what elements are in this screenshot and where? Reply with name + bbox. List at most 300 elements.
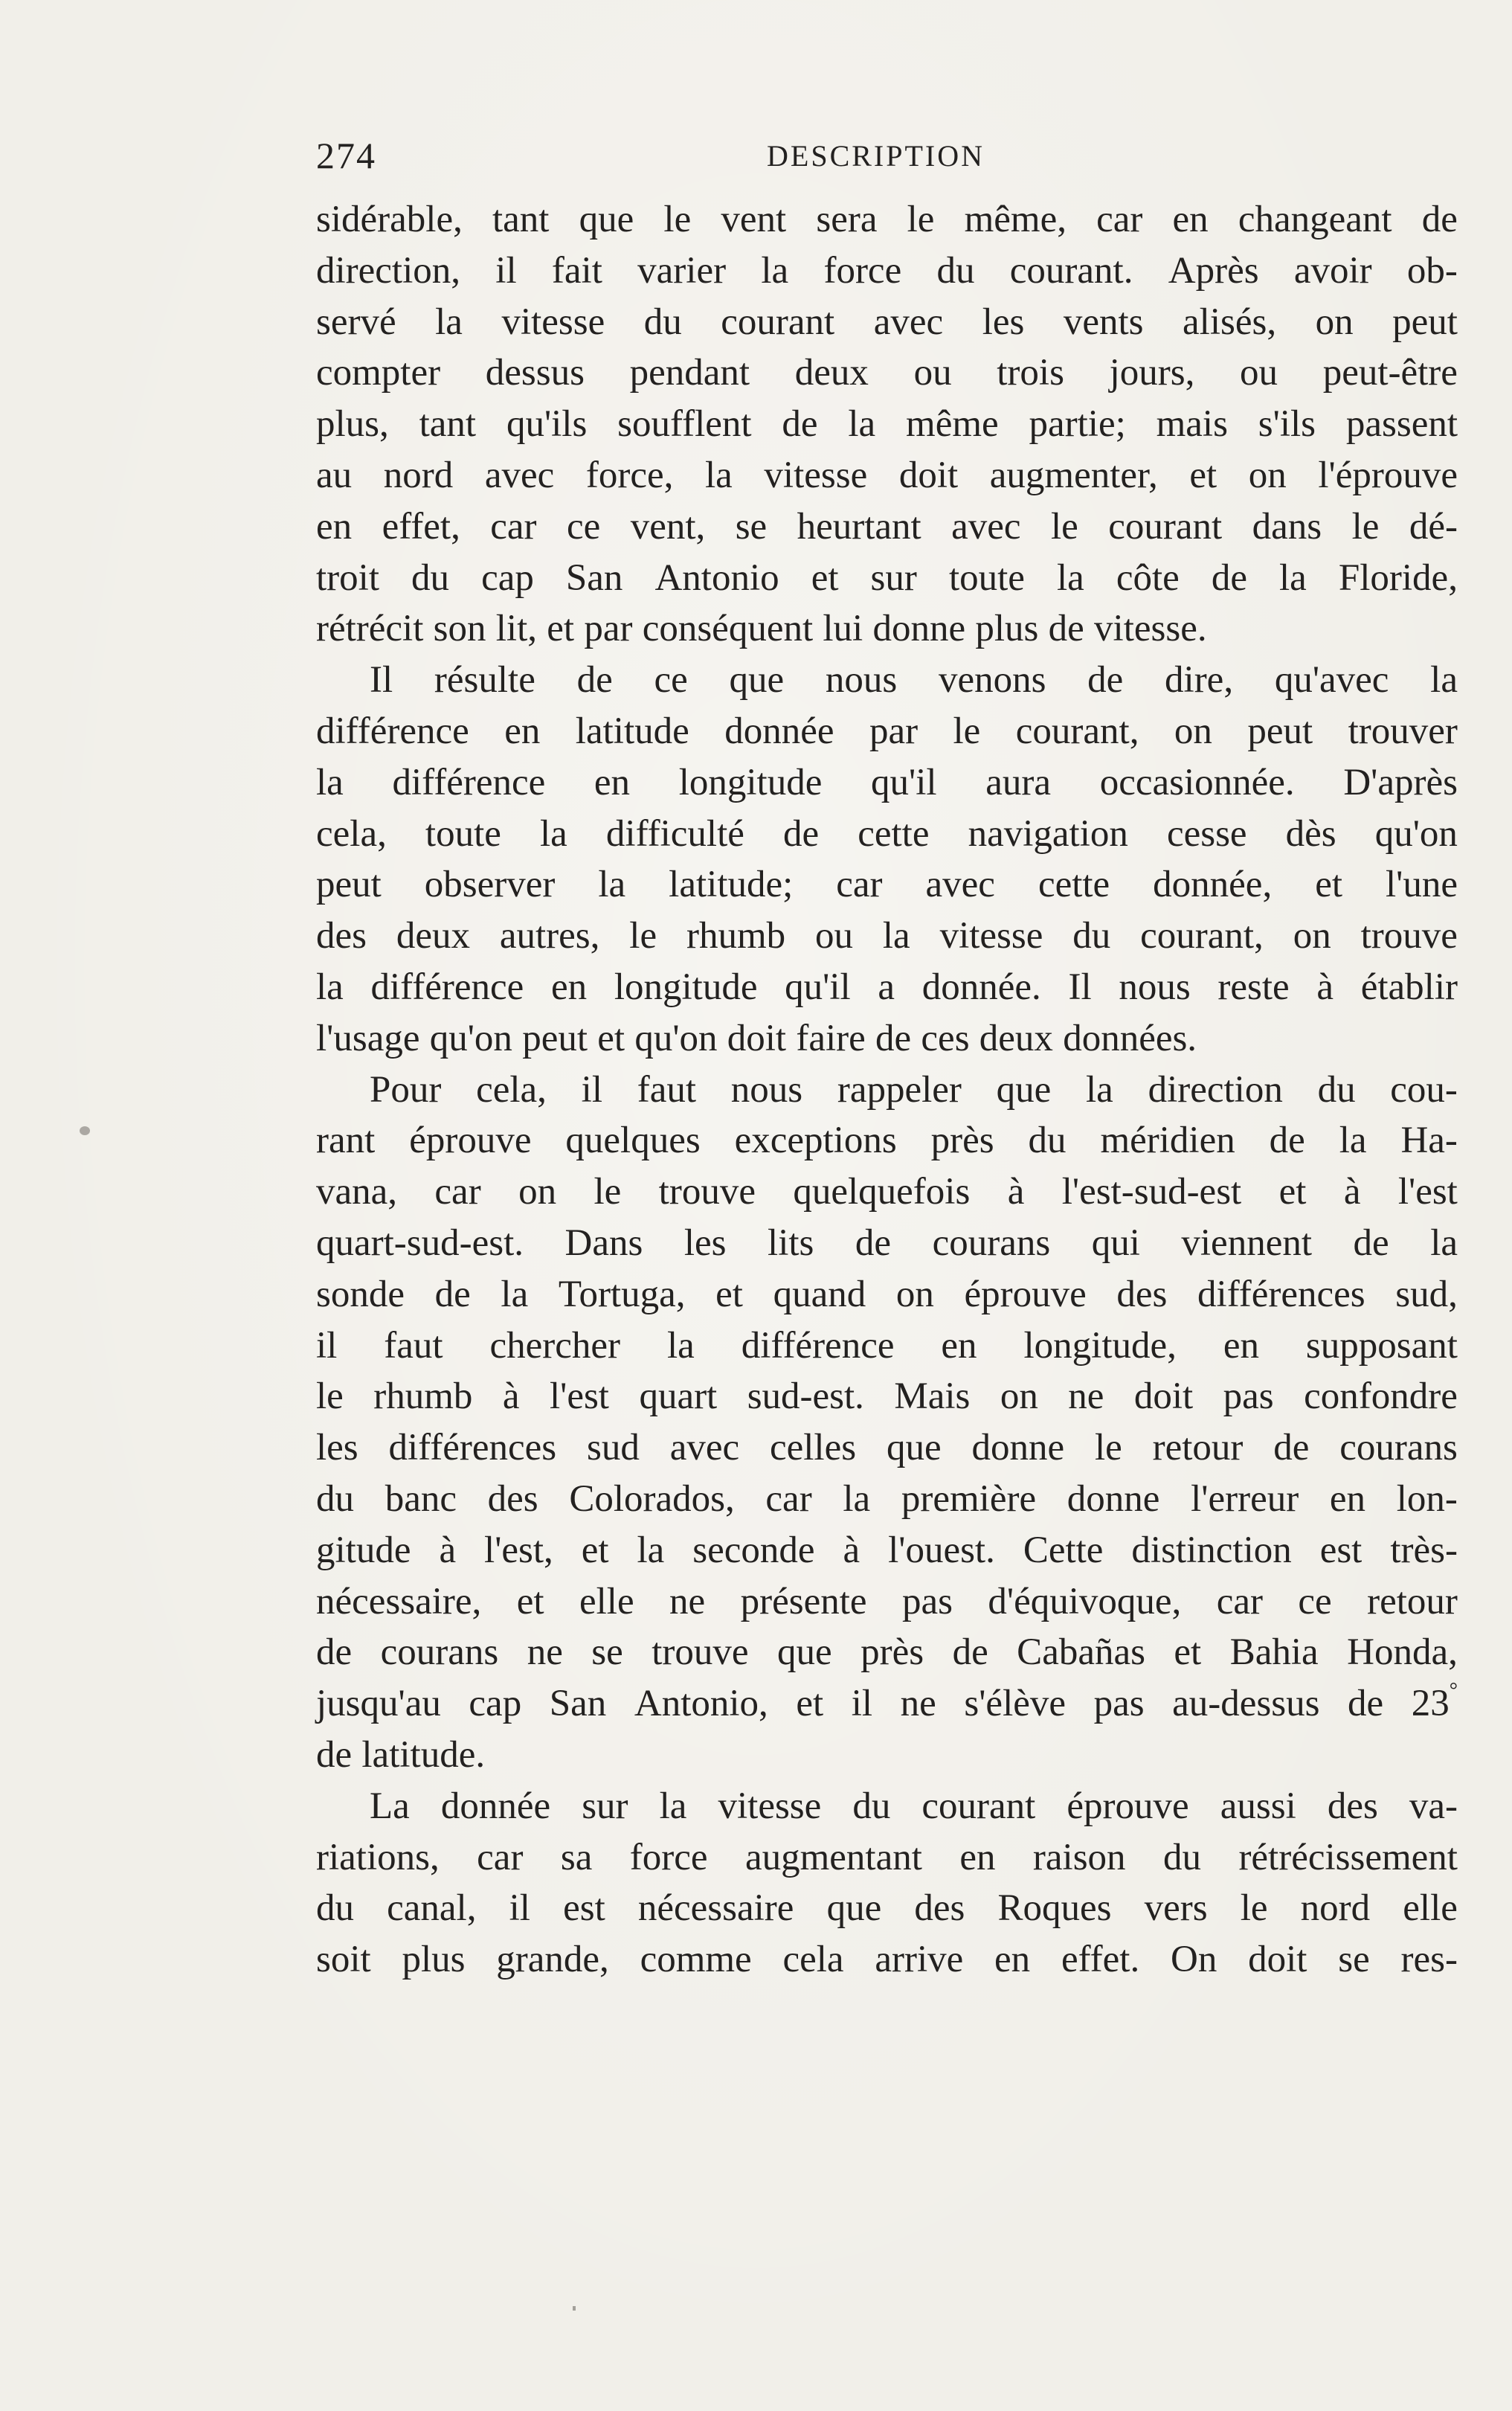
paper-speck (573, 2306, 576, 2311)
word: sud-est. (747, 1375, 864, 1418)
word: la (1339, 1120, 1367, 1162)
word: en (593, 761, 631, 803)
word: navigation (968, 812, 1128, 855)
word: données. (1063, 1017, 1197, 1059)
word: toute (948, 556, 1025, 599)
word: il (509, 1887, 530, 1930)
word: l'une (1385, 864, 1458, 906)
word: force (823, 249, 902, 292)
text-line (316, 1627, 1458, 1678)
word: même, (964, 199, 1067, 240)
text-line (316, 962, 1458, 1013)
word: car (434, 1171, 481, 1213)
text-line (316, 553, 1458, 604)
word: le (663, 199, 692, 240)
word: compter (316, 352, 441, 394)
word: en (1172, 199, 1209, 240)
word: ce (566, 505, 601, 548)
word: vitesse (718, 1785, 822, 1827)
word: la (1430, 1221, 1458, 1264)
word: éprouve (1067, 1785, 1189, 1827)
word: cette (858, 812, 930, 855)
word: le (907, 199, 935, 240)
word: se (735, 505, 768, 548)
word: on (1000, 1375, 1038, 1418)
word: en (994, 1939, 1031, 1981)
word: la (1279, 556, 1307, 599)
word: il (581, 1068, 602, 1111)
word: exceptions (734, 1120, 897, 1162)
word: Roques (997, 1887, 1112, 1930)
word: ne (669, 1580, 706, 1622)
word: la (882, 915, 910, 957)
text-line (316, 245, 1458, 297)
word: l'usage (316, 1017, 420, 1059)
word: jours, (1109, 352, 1195, 394)
word: banc (385, 1477, 457, 1520)
word: Bahia (1229, 1631, 1319, 1674)
word: trouve (1360, 915, 1458, 957)
word: établir (1360, 966, 1458, 1008)
word: courant (921, 1785, 1036, 1827)
word: du (936, 249, 975, 292)
word: différence (370, 966, 524, 1008)
word: Après (1168, 249, 1259, 292)
word: la (761, 249, 789, 292)
word: et (581, 1529, 609, 1571)
word: peut (1392, 301, 1458, 343)
word: plus (402, 1939, 466, 1981)
word: sera (816, 199, 878, 240)
word: elle (1403, 1887, 1458, 1930)
word: retour (1367, 1580, 1458, 1622)
word: courans (380, 1631, 499, 1674)
word: ne (527, 1631, 563, 1674)
word: latitude (575, 710, 689, 752)
word: autres, (499, 915, 600, 957)
text-line (316, 1934, 1458, 1985)
text-line (316, 1474, 1458, 1525)
word: avec (951, 505, 1021, 548)
word: de (434, 1273, 471, 1315)
word: difficulté (605, 812, 744, 855)
word: San (549, 1683, 607, 1725)
word: effet, (382, 505, 460, 548)
word: ou (815, 915, 853, 957)
text-line (316, 603, 1458, 655)
word: donne (1067, 1477, 1160, 1520)
word: peut (1247, 710, 1313, 752)
word: avec (484, 454, 555, 496)
word: vent (721, 199, 787, 240)
word: lui (823, 608, 863, 650)
word: les (982, 301, 1025, 343)
word: des (1327, 1785, 1378, 1827)
text-line (316, 859, 1458, 911)
word: rétrécit (316, 608, 424, 650)
word: en (1223, 1324, 1259, 1367)
word: du (1317, 1068, 1356, 1111)
word: le (316, 1375, 344, 1418)
word: dessus (485, 352, 585, 394)
word: faire (796, 1017, 866, 1059)
word: différences (388, 1427, 557, 1469)
text-line (316, 1678, 1458, 1730)
word: l'ouest. (888, 1529, 995, 1571)
word: différence (316, 710, 469, 752)
word: des (316, 915, 367, 957)
word: du (316, 1477, 354, 1520)
word: la (659, 1785, 687, 1827)
word: méridien (1100, 1120, 1235, 1162)
word: doit (1133, 1375, 1194, 1418)
word: se (1338, 1939, 1370, 1981)
word: conséquent (642, 608, 814, 650)
text-line (316, 347, 1458, 399)
word: dans (1252, 505, 1322, 548)
word: la (316, 966, 344, 1008)
word: qu'ils (506, 403, 588, 446)
word: cela, (476, 1068, 547, 1111)
word: qu'avec (1274, 659, 1389, 702)
word: vent, (630, 505, 706, 548)
word: soufflent (617, 403, 752, 446)
word: en (941, 1324, 977, 1367)
word: peut (316, 864, 382, 906)
word: direction (1148, 1068, 1283, 1111)
word: quelquefois (793, 1171, 971, 1213)
word: qu'il (785, 966, 851, 1008)
word: dire, (1165, 659, 1234, 702)
word: vitesse (501, 301, 605, 343)
word: heurtant (797, 505, 921, 548)
word: car (765, 1477, 812, 1520)
text-line (316, 1525, 1458, 1576)
word: le (1094, 1427, 1122, 1469)
word: deux (396, 915, 470, 957)
text-line (316, 1269, 1458, 1320)
word: la (316, 761, 344, 803)
word: trouve (658, 1171, 756, 1213)
word: va- (1409, 1785, 1458, 1827)
word: donnée (724, 710, 834, 752)
word: le (953, 710, 981, 752)
word: de (1353, 1221, 1389, 1264)
word: à (1007, 1171, 1025, 1213)
word: lit, (495, 608, 538, 650)
word: nord (383, 454, 454, 496)
word: lon- (1396, 1477, 1458, 1520)
word: s'ils (1258, 403, 1316, 446)
word: même (906, 403, 999, 446)
word: de (1273, 1427, 1310, 1469)
word: longitude, (1023, 1324, 1177, 1367)
word: Colorados, (569, 1477, 735, 1520)
word: du (1072, 915, 1111, 957)
word: cou- (1390, 1068, 1458, 1111)
word: de (316, 1733, 353, 1776)
word: de (1048, 608, 1084, 650)
word: retour (1152, 1427, 1244, 1469)
word: Antonio, (634, 1683, 768, 1725)
word: courant, (1015, 710, 1139, 752)
word: et (1174, 1631, 1202, 1674)
text-line (316, 1883, 1458, 1934)
word: passent (1345, 403, 1458, 446)
word: rhumb (373, 1375, 473, 1418)
word: latitude. (361, 1733, 486, 1776)
word: cap (469, 1683, 522, 1725)
word: rant (316, 1120, 376, 1162)
word: différences (1197, 1273, 1365, 1315)
word: près (930, 1120, 994, 1162)
word: de (783, 812, 820, 855)
word: vana, (316, 1171, 398, 1213)
word: trouve (652, 1631, 749, 1674)
word: quelques (565, 1120, 701, 1162)
word: rhumb (686, 915, 786, 957)
word: longitude (614, 966, 758, 1008)
text-line (316, 399, 1458, 450)
word: la (843, 1477, 871, 1520)
word: par (869, 710, 919, 752)
word: ou (913, 352, 952, 394)
word: supposant (1305, 1324, 1458, 1367)
word: courant, (1140, 915, 1264, 957)
word: l'erreur (1191, 1477, 1299, 1520)
word: éprouve (964, 1273, 1087, 1315)
word: lits (768, 1221, 814, 1264)
word: donnée, (1153, 864, 1273, 906)
word: deux (794, 352, 869, 394)
word: du (852, 1785, 891, 1827)
word: sidérable, (316, 199, 463, 240)
word: 23° (1411, 1678, 1458, 1725)
word: Il (370, 659, 393, 702)
word: Pour (370, 1068, 442, 1111)
word: la (1056, 556, 1084, 599)
word: du (411, 556, 450, 599)
word: elle (579, 1580, 634, 1622)
word: vitesse. (1094, 608, 1207, 650)
word: que (996, 1068, 1052, 1111)
word: ne (900, 1683, 936, 1725)
word: pas (1223, 1375, 1274, 1418)
word: éprouve (409, 1120, 532, 1162)
word: à (502, 1375, 520, 1418)
text-line (316, 194, 1458, 245)
text-line (316, 297, 1458, 348)
text-line (316, 1730, 1458, 1781)
word: tant (492, 199, 550, 240)
word: avec (873, 301, 944, 343)
word: Il (1068, 966, 1092, 1008)
word: reste (1217, 966, 1290, 1008)
word: vitesse (764, 454, 868, 496)
word: car (490, 505, 537, 548)
text-line (316, 1576, 1458, 1628)
word: observer (424, 864, 556, 906)
word: chercher (489, 1324, 621, 1367)
word: est (563, 1887, 605, 1930)
word: sur (582, 1785, 628, 1827)
word: dé- (1409, 505, 1458, 548)
word: la (435, 301, 463, 343)
word: donne (971, 1427, 1065, 1469)
text-line (316, 757, 1458, 809)
word: de (1269, 1120, 1305, 1162)
word: D'après (1343, 761, 1458, 803)
word: qui (1091, 1221, 1140, 1264)
word: l'éprouve (1318, 454, 1458, 496)
word: On (1171, 1939, 1217, 1981)
word: de (952, 1631, 988, 1674)
word: partie; (1029, 403, 1126, 446)
word: rétrécissement (1238, 1836, 1458, 1878)
text-line (316, 706, 1458, 757)
word: venons (938, 659, 1046, 702)
running-title: DESCRIPTION (767, 139, 985, 173)
word: cela, (316, 812, 387, 855)
word: augmenter, (989, 454, 1158, 496)
word: se (591, 1631, 623, 1674)
word: car (1096, 199, 1143, 240)
word: vents (1063, 301, 1144, 343)
word: présente (740, 1580, 867, 1622)
word: l'est (549, 1375, 609, 1418)
word: pas (1093, 1683, 1145, 1725)
word: différence (741, 1324, 895, 1367)
word: de (1087, 659, 1124, 702)
word: peut (522, 1017, 588, 1059)
word: ne (1068, 1375, 1104, 1418)
word: peut-être (1322, 352, 1458, 394)
word: occasionnée. (1099, 761, 1295, 803)
word: cela (782, 1939, 844, 1981)
word: l'est, (484, 1529, 553, 1571)
word: ces (921, 1017, 970, 1059)
body-text (316, 194, 1458, 1985)
word: changeant (1238, 199, 1392, 240)
word: comme (640, 1939, 752, 1981)
word: canal, (387, 1887, 477, 1930)
word: force, (585, 454, 674, 496)
word: Honda, (1347, 1631, 1458, 1674)
word: effet. (1061, 1939, 1140, 1981)
word: et (796, 1683, 824, 1725)
word: de (782, 403, 818, 446)
word: le (1351, 505, 1380, 548)
word: augmentant (744, 1836, 922, 1878)
text-line (316, 1115, 1458, 1166)
text-line (316, 1013, 1458, 1065)
word: pas (901, 1580, 953, 1622)
word: celles (769, 1427, 857, 1469)
word: première (901, 1477, 1037, 1520)
word: et (547, 608, 575, 650)
word: qu'on (429, 1017, 512, 1059)
word: avec (925, 864, 995, 906)
word: doit (1248, 1939, 1307, 1981)
text-line (316, 1781, 1458, 1832)
text-line (316, 1218, 1458, 1269)
word: la (666, 1324, 695, 1367)
word: et (516, 1580, 544, 1622)
word: trouver (1348, 710, 1458, 752)
word: La (370, 1785, 410, 1827)
word: et (1278, 1171, 1307, 1213)
word: l'est-sud-est (1061, 1171, 1242, 1213)
word: Ha- (1400, 1120, 1458, 1162)
word: par (584, 608, 633, 650)
word: on (895, 1273, 934, 1315)
word: troit (316, 556, 379, 599)
word: ce (1298, 1580, 1332, 1622)
word: des (487, 1477, 538, 1520)
word: à (439, 1529, 457, 1571)
word: le (1240, 1887, 1268, 1930)
word: en (959, 1836, 996, 1878)
word: force (629, 1836, 708, 1878)
word: que (777, 1631, 832, 1674)
word: gitude (316, 1529, 411, 1571)
word: s'élève (964, 1683, 1067, 1725)
word: qu'il (871, 761, 937, 803)
word: la (1430, 659, 1458, 702)
word: donnée. (921, 966, 1041, 1008)
word: différence (392, 761, 546, 803)
word: trois (997, 352, 1064, 394)
word: a (878, 966, 895, 1008)
word: avoir (1293, 249, 1372, 292)
word: sud (586, 1427, 640, 1469)
word: res- (1400, 1939, 1458, 1981)
word: nous (1119, 966, 1191, 1008)
word: le (593, 1171, 622, 1213)
word: de (855, 1221, 892, 1264)
word: et (715, 1273, 743, 1315)
word: doit (727, 1017, 787, 1059)
word: nécessaire, (316, 1580, 482, 1622)
word: car (477, 1836, 524, 1878)
word: son (433, 608, 486, 650)
word: de (1421, 199, 1458, 240)
word: Mais (894, 1375, 971, 1418)
word: donnée (440, 1785, 551, 1827)
word: de (1348, 1683, 1384, 1725)
word: vitesse (939, 915, 1043, 957)
word: sud, (1395, 1273, 1458, 1315)
word: le (629, 915, 657, 957)
word: soit (316, 1939, 371, 1981)
word: plus, (316, 403, 389, 446)
word: et (1189, 454, 1217, 496)
word: la (1086, 1068, 1113, 1111)
word: aussi (1220, 1785, 1296, 1827)
page-number: 274 (316, 135, 376, 176)
word: on (1293, 915, 1331, 957)
word: cette (1038, 864, 1110, 906)
word: Tortuga, (558, 1273, 686, 1315)
word: tant (419, 403, 477, 446)
word: quart (639, 1375, 718, 1418)
word: les (683, 1221, 727, 1264)
word: qu'on (1374, 812, 1458, 855)
word: direction, (316, 249, 461, 292)
text-line (316, 1065, 1458, 1116)
text-line (316, 450, 1458, 501)
word: résulte (434, 659, 535, 702)
